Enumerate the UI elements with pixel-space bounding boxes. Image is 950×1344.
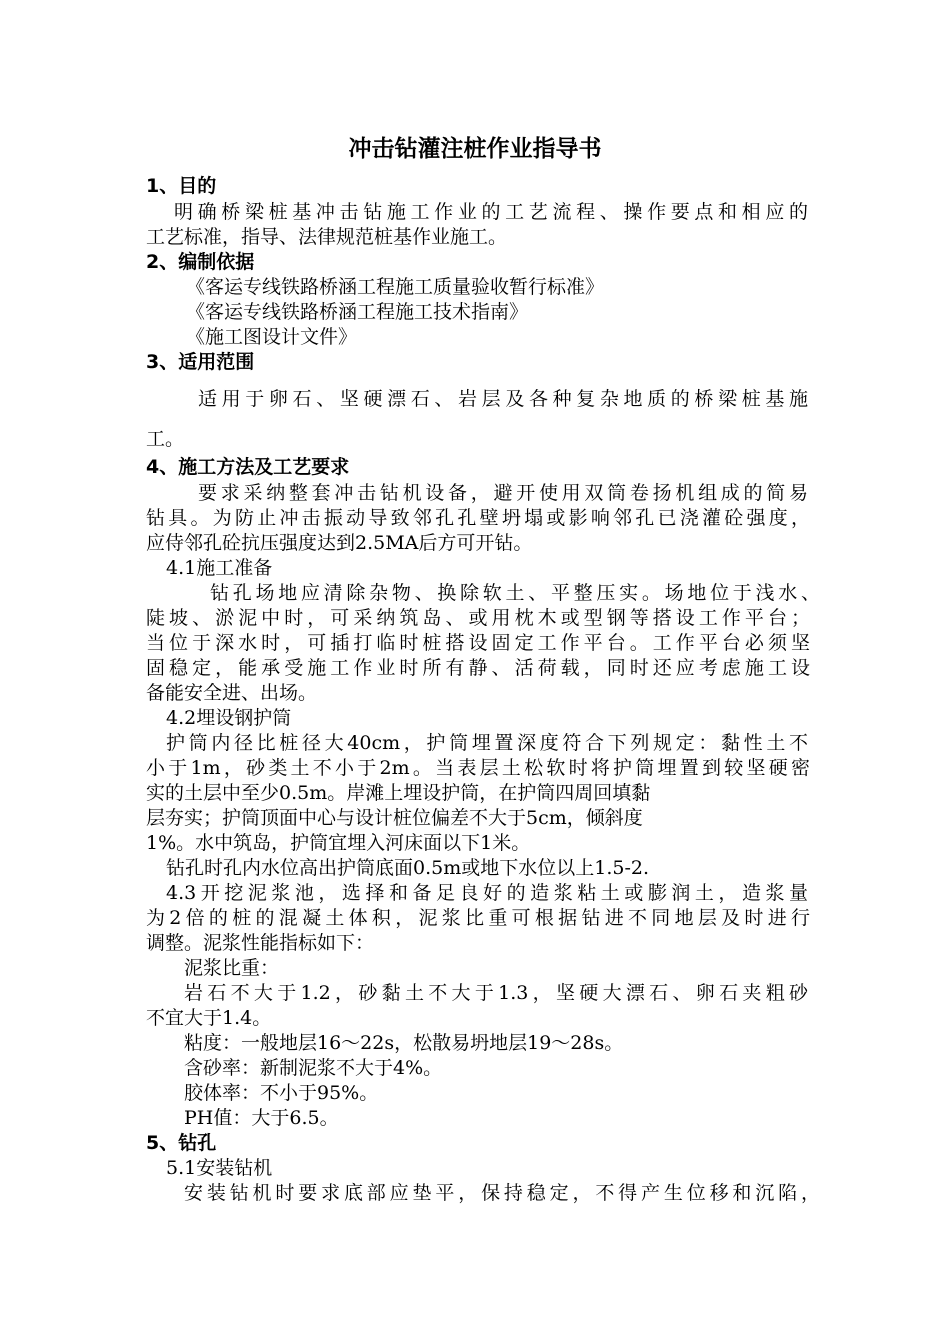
paragraph-line: 适用于卵石、坚硬漂石、岩层及各种复杂地质的桥梁桩基施 (198, 388, 808, 410)
paragraph-line: 小于1m，砂类土不小于2m。当表层土松软时将护筒埋置到较坚硬密 (146, 757, 810, 779)
paragraph-line: 护筒内径比桩径大40cm，护筒埋置深度符合下列规定：黏性土不 (166, 732, 808, 754)
paragraph-line: 不宜大于1.4。 (146, 1007, 272, 1029)
reference-item: 《施工图设计文件》 (186, 326, 358, 348)
subsection-heading: 5.1安装钻机 (166, 1157, 273, 1179)
paragraph-line: 层夯实；护筒顶面中心与设计桩位偏差不大于5cm，倾斜度 (146, 807, 643, 829)
paragraph-line: 胶体率：不小于95%。 (184, 1082, 379, 1104)
paragraph-line: 明确桥梁桩基冲击钻施工作业的工艺流程、操作要点和相应的 (174, 201, 808, 223)
paragraph-line: 1%。水中筑岛，护筒宜埋入河床面以下1米。 (146, 832, 531, 854)
paragraph-line: 钻具。为防止冲击振动导致邻孔孔壁坍塌或影响邻孔已浇灌砼强度， (146, 507, 810, 529)
section-heading-drilling: 5、钻孔 (146, 1132, 217, 1154)
document-title: 冲击钻灌注桩作业指导书 (348, 136, 602, 162)
paragraph-line: 岩石不大于1.2，砂黏土不大于1.3，坚硬大漂石、卵石夹粗砂 (184, 982, 808, 1004)
paragraph-line: 含砂率：新制泥浆不大于4%。 (184, 1057, 443, 1079)
section-heading-basis: 2、编制依据 (146, 251, 255, 273)
subsection-heading: 4.1施工准备 (166, 557, 273, 579)
paragraph-line: 调整。泥浆性能指标如下： (146, 932, 375, 954)
paragraph-line: 为2倍的桩的混凝土体积，泥浆比重可根据钻进不同地层及时进行 (146, 907, 810, 929)
paragraph-line: 泥浆比重： (184, 957, 280, 979)
paragraph-line: 备能安全进、出场。 (146, 682, 318, 704)
paragraph-line: 要求采纳整套冲击钻机设备，避开使用双筒卷扬机组成的简易 (198, 482, 808, 504)
paragraph-line: 粘度：一般地层16～22s，松散易坍地层19～28s。 (184, 1032, 624, 1054)
paragraph-line: 固稳定，能承受施工作业时所有静、活荷载，同时还应考虑施工设 (146, 657, 810, 679)
subsection-heading: 4.2埋设钢护筒 (166, 707, 292, 729)
paragraph-line: 工。 (146, 428, 185, 450)
section-heading-method: 4、施工方法及工艺要求 (146, 456, 350, 478)
paragraph-line: PH值：大于6.5。 (184, 1107, 339, 1129)
section-heading-purpose: 1、目的 (146, 175, 217, 197)
reference-item: 《客运专线铁路桥涵工程施工质量验收暂行标准》 (186, 276, 605, 298)
reference-item: 《客运专线铁路桥涵工程施工技术指南》 (186, 301, 529, 323)
paragraph-line: 钻孔场地应清除杂物、换除软土、平整压实。场地位于浅水、 (210, 582, 820, 604)
paragraph-line: 陡坡、淤泥中时，可采纳筑岛、或用枕木或型钢等搭设工作平台； (146, 607, 810, 629)
paragraph-line: 工艺标准，指导、法律规范桩基作业施工。 (146, 226, 508, 248)
paragraph-line: 实的土层中至少0.5m。岸滩上埋设护筒，在护筒四周回填黏 (146, 782, 651, 804)
paragraph-line: 安装钻机时要求底部应垫平，保持稳定，不得产生位移和沉陷， (184, 1182, 820, 1204)
paragraph-line: 当位于深水时，可插打临时桩搭设固定工作平台。工作平台必须坚 (146, 632, 810, 654)
section-heading-scope: 3、适用范围 (146, 351, 255, 373)
paragraph-line: 钻孔时孔内水位高出护筒底面0.5m或地下水位以上1.5-2. (166, 857, 649, 879)
paragraph-line: 应侍邻孔砼抗压强度达到2.5MA后方可开钻。 (146, 532, 533, 554)
paragraph-line: 4.3开挖泥浆池，选择和备足良好的造浆粘土或膨润土，造浆量 (166, 882, 808, 904)
